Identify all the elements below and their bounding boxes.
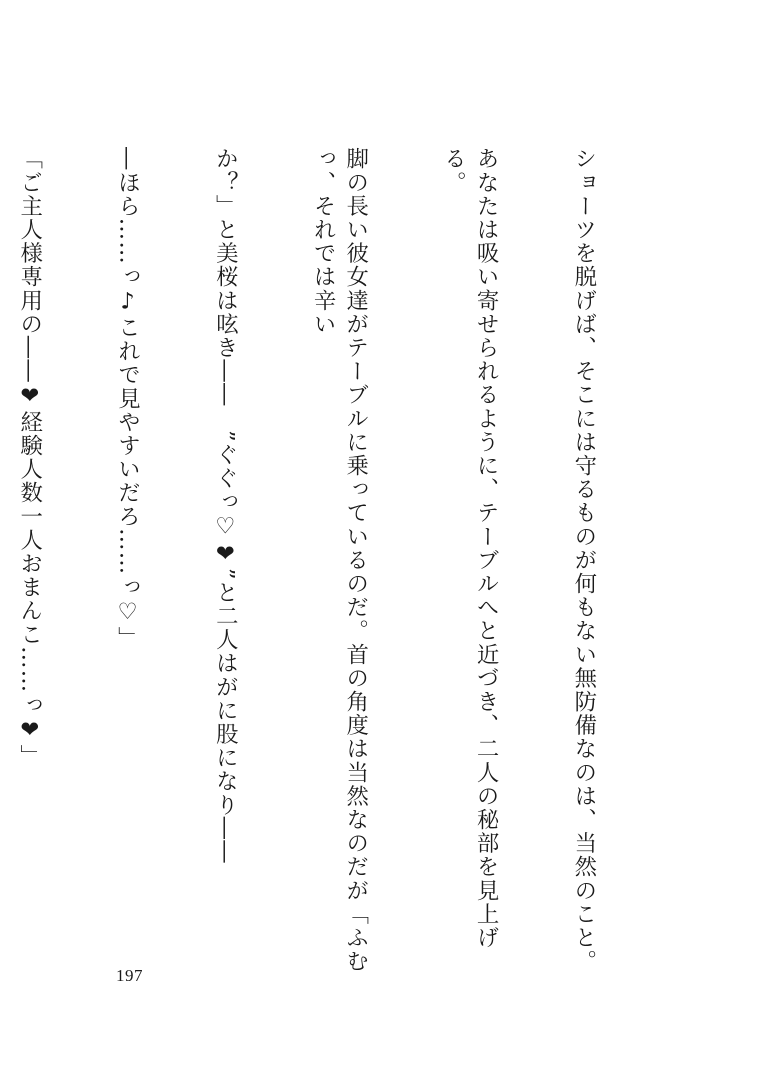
text-line: 脚の長い彼女達がテーブルに乗っているのだ。首の角度は当然なのだが「ふむっ、それでは辛い bbox=[310, 147, 369, 973]
text-line: ショーツを脱げば、そこには守るものが何もない無防備なのは、当然のこと。 bbox=[570, 147, 597, 973]
page-number: 197 bbox=[116, 966, 143, 985]
text-line: あなたは吸い寄せられるように、テーブルへと近づき、二人の秘部を見上げる。 bbox=[440, 147, 500, 950]
vertical-text-body bbox=[16, 147, 665, 977]
text-line: 「ご主人様専用の――❤経験人数一人おまんこ……っ❤」 bbox=[16, 147, 43, 768]
text-line: か？」と美桜は呟き―― ”ぐぐっ♡❤”と二人はがに股になり―― bbox=[212, 147, 239, 864]
text-line: ―ほら……っ♪これで見やすいだろ……っ♡」 bbox=[114, 147, 141, 650]
